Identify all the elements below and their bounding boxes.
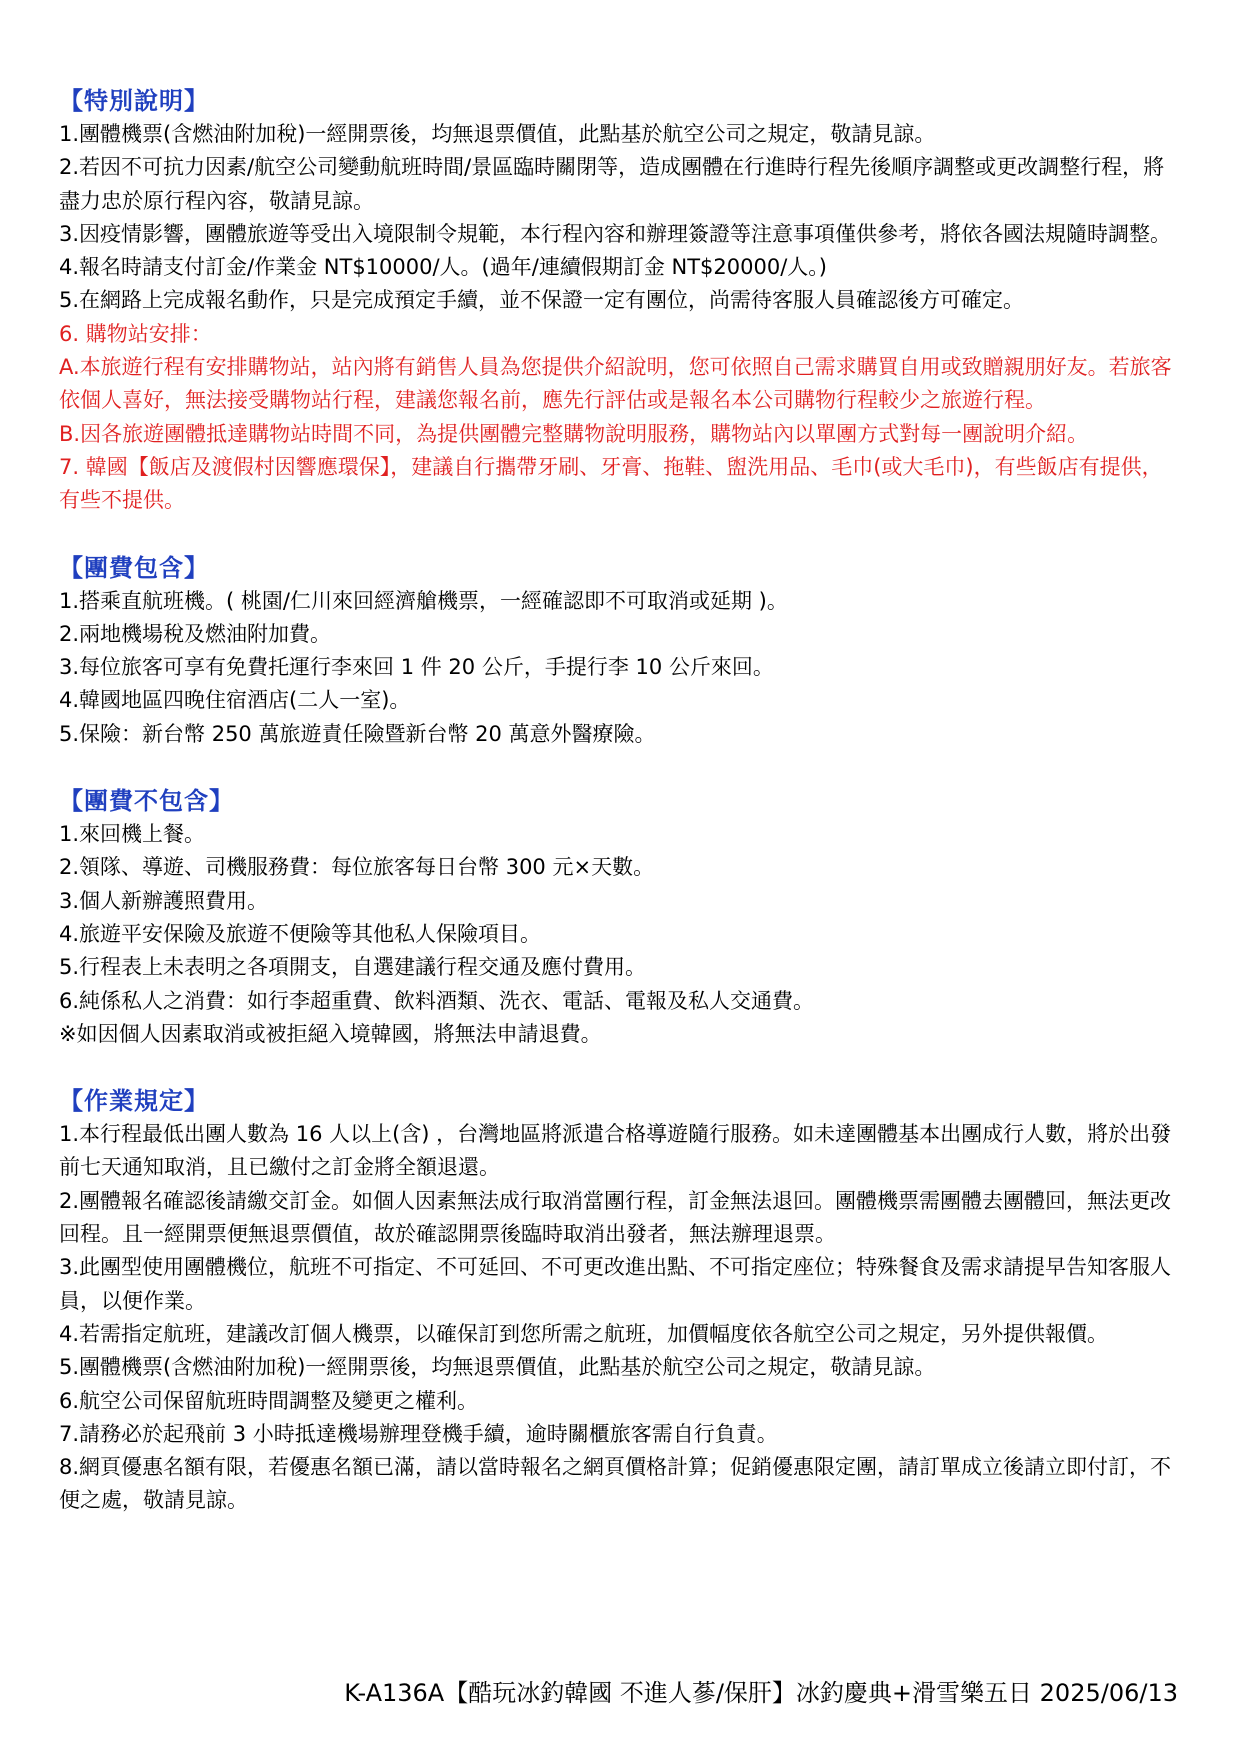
special-notes-section <box>59 84 1179 518</box>
operation-rules-item: 2.團體報名確認後請繳交訂金。如個人因素無法成行取消當團行程，訂金無法退回。團體機票需團體去團體回，無法更改回程。且一經開票便無退票價值，故於確認開票後臨時取消出發者，無法辦理退票。 <box>59 1188 1172 1247</box>
operation-rules-item: 3.此團型使用團體機位，航班不可指定、不可延回、不可更改進出點、不可指定座位；特殊餐食及需求請提早告知客服人員，以便作業。 <box>59 1255 1172 1313</box>
special-notes-item: 7. 韓國【飯店及渡假村因響應環保】，建議自行攜帶牙刷、牙膏、拖鞋、盥洗用品、毛巾(或大毛巾)，有些飯店有提供，有些不提供。 <box>59 454 1163 513</box>
operation-rules-heading: 【作業規定】 <box>59 1087 209 1116</box>
fee-excludes-heading: 【團費不包含】 <box>59 787 234 816</box>
special-notes-heading: 【特別說明】 <box>59 87 209 115</box>
fee-excludes-item: ※如因個人因素取消或被拒絕入境韓國，將無法申請退費。 <box>59 1021 602 1046</box>
operation-rules-item: 1.本行程最低出團人數為 16 人以上(含) ，台灣地區將派遣合格導遊隨行服務。如未達團體基本出團成行人數，將於出發前七天通知取消，且已繳付之訂金將全額退還。 <box>59 1122 1172 1180</box>
operation-rules-item: 7.請務必於起飛前 3 小時抵達機場辦理登機手續，逾時關櫃旅客需自行負責。 <box>59 1421 778 1446</box>
operation-rules-item: 6.航空公司保留航班時間調整及變更之權利。 <box>59 1388 479 1413</box>
fee-excludes-item: 5.行程表上未表明之各項開支，自選建議行程交通及應付費用。 <box>59 955 647 980</box>
fee-includes-item: 4.韓國地區四晚住宿酒店(二人一室)。 <box>59 688 411 713</box>
fee-includes-item: 1.搭乘直航班機。( 桃園/仁川來回經濟艙機票，一經確認即不可取消或延期 )。 <box>59 588 788 613</box>
fee-includes-item: 5.保險：新台幣 250 萬旅遊責任險暨新台幣 20 萬意外醫療險。 <box>59 721 656 746</box>
fee-includes-item: 3.每位旅客可享有免費托運行李來回 1 件 20 公斤，手提行李 10 公斤來回。 <box>59 655 774 680</box>
special-notes-item: A.本旅遊行程有安排購物站，站內將有銷售人員為您提供介紹說明，您可依照自己需求購買自用或致贈親朋好友。若旅客依個人喜好，無法接受購物站行程，建議您報名前，應先行評估或是報名本公司購物行程較少之旅遊行程。 <box>59 355 1172 413</box>
fee-excludes-item: 3.個人新辦護照費用。 <box>59 888 269 913</box>
operation-rules-item: 4.若需指定航班，建議改訂個人機票，以確保訂到您所需之航班，加價幅度依各航空公司之規定，另外提供報價。 <box>59 1321 1109 1346</box>
fee-includes-heading: 【團費包含】 <box>59 553 209 582</box>
page-footer: K-A136A【酷玩冰釣韓國 不進人蔘/保肝】冰釣慶典+滑雪樂五日 2025/06/13 <box>344 1679 1178 1707</box>
fee-excludes-item: 4.旅遊平安保險及旅遊不便險等其他私人保險項目。 <box>59 921 542 946</box>
fee-excludes-item: 2.領隊、導遊、司機服務費：每位旅客每日台幣 300 元×天數。 <box>59 855 655 880</box>
document-body <box>59 84 1179 1551</box>
special-notes-item: 1.團體機票(含燃油附加稅)一經開票後，均無退票價值，此點基於航空公司之規定，敬請見諒。 <box>59 122 936 146</box>
special-notes-item: 3.因疫情影響，團體旅遊等受出入境限制令規範，本行程內容和辦理簽證等注意事項僅供參考，將依各國法規隨時調整。 <box>59 221 1172 246</box>
special-notes-item: 2.若因不可抗力因素/航空公司變動航班時間/景區臨時關閉等，造成團體在行進時行程先後順序調整或更改調整行程，將盡力忠於原行程內容，敬請見諒。 <box>59 155 1165 213</box>
fee-excludes-item: 6.純係私人之消費：如行李超重費、飲料酒類、洗衣、電話、電報及私人交通費。 <box>59 988 815 1013</box>
fee-includes-item: 2.兩地機場稅及燃油附加費。 <box>59 621 332 646</box>
special-notes-item: 6. 購物站安排： <box>59 321 212 346</box>
operation-rules-item: 5.團體機票(含燃油附加稅)一經開票後，均無退票價值，此點基於航空公司之規定，敬請見諒。 <box>59 1355 936 1380</box>
fee-excludes-section <box>59 784 1179 1051</box>
special-notes-item: B.因各旅遊團體抵達購物站時間不同，為提供團體完整購物說明服務，購物站內以單團方式對每一團說明介紹。 <box>59 421 1089 446</box>
fee-includes-section <box>59 551 1179 751</box>
special-notes-item: 4.報名時請支付訂金/作業金 NT$10000/人。(過年/連續假期訂金 NT$20000/人。) <box>59 255 827 280</box>
special-notes-item: 5.在網路上完成報名動作，只是完成預定手續，並不保證一定有團位，尚需待客服人員確認後方可確定。 <box>59 288 1025 313</box>
operation-rules-item: 8.網頁優惠名額有限，若優惠名額已滿，請以當時報名之網頁價格計算；促銷優惠限定團，請訂單成立後請立即付訂，不便之處，敬請見諒。 <box>59 1455 1172 1513</box>
operation-rules-section <box>59 1084 1179 1518</box>
fee-excludes-item: 1.來回機上餐。 <box>59 822 206 847</box>
